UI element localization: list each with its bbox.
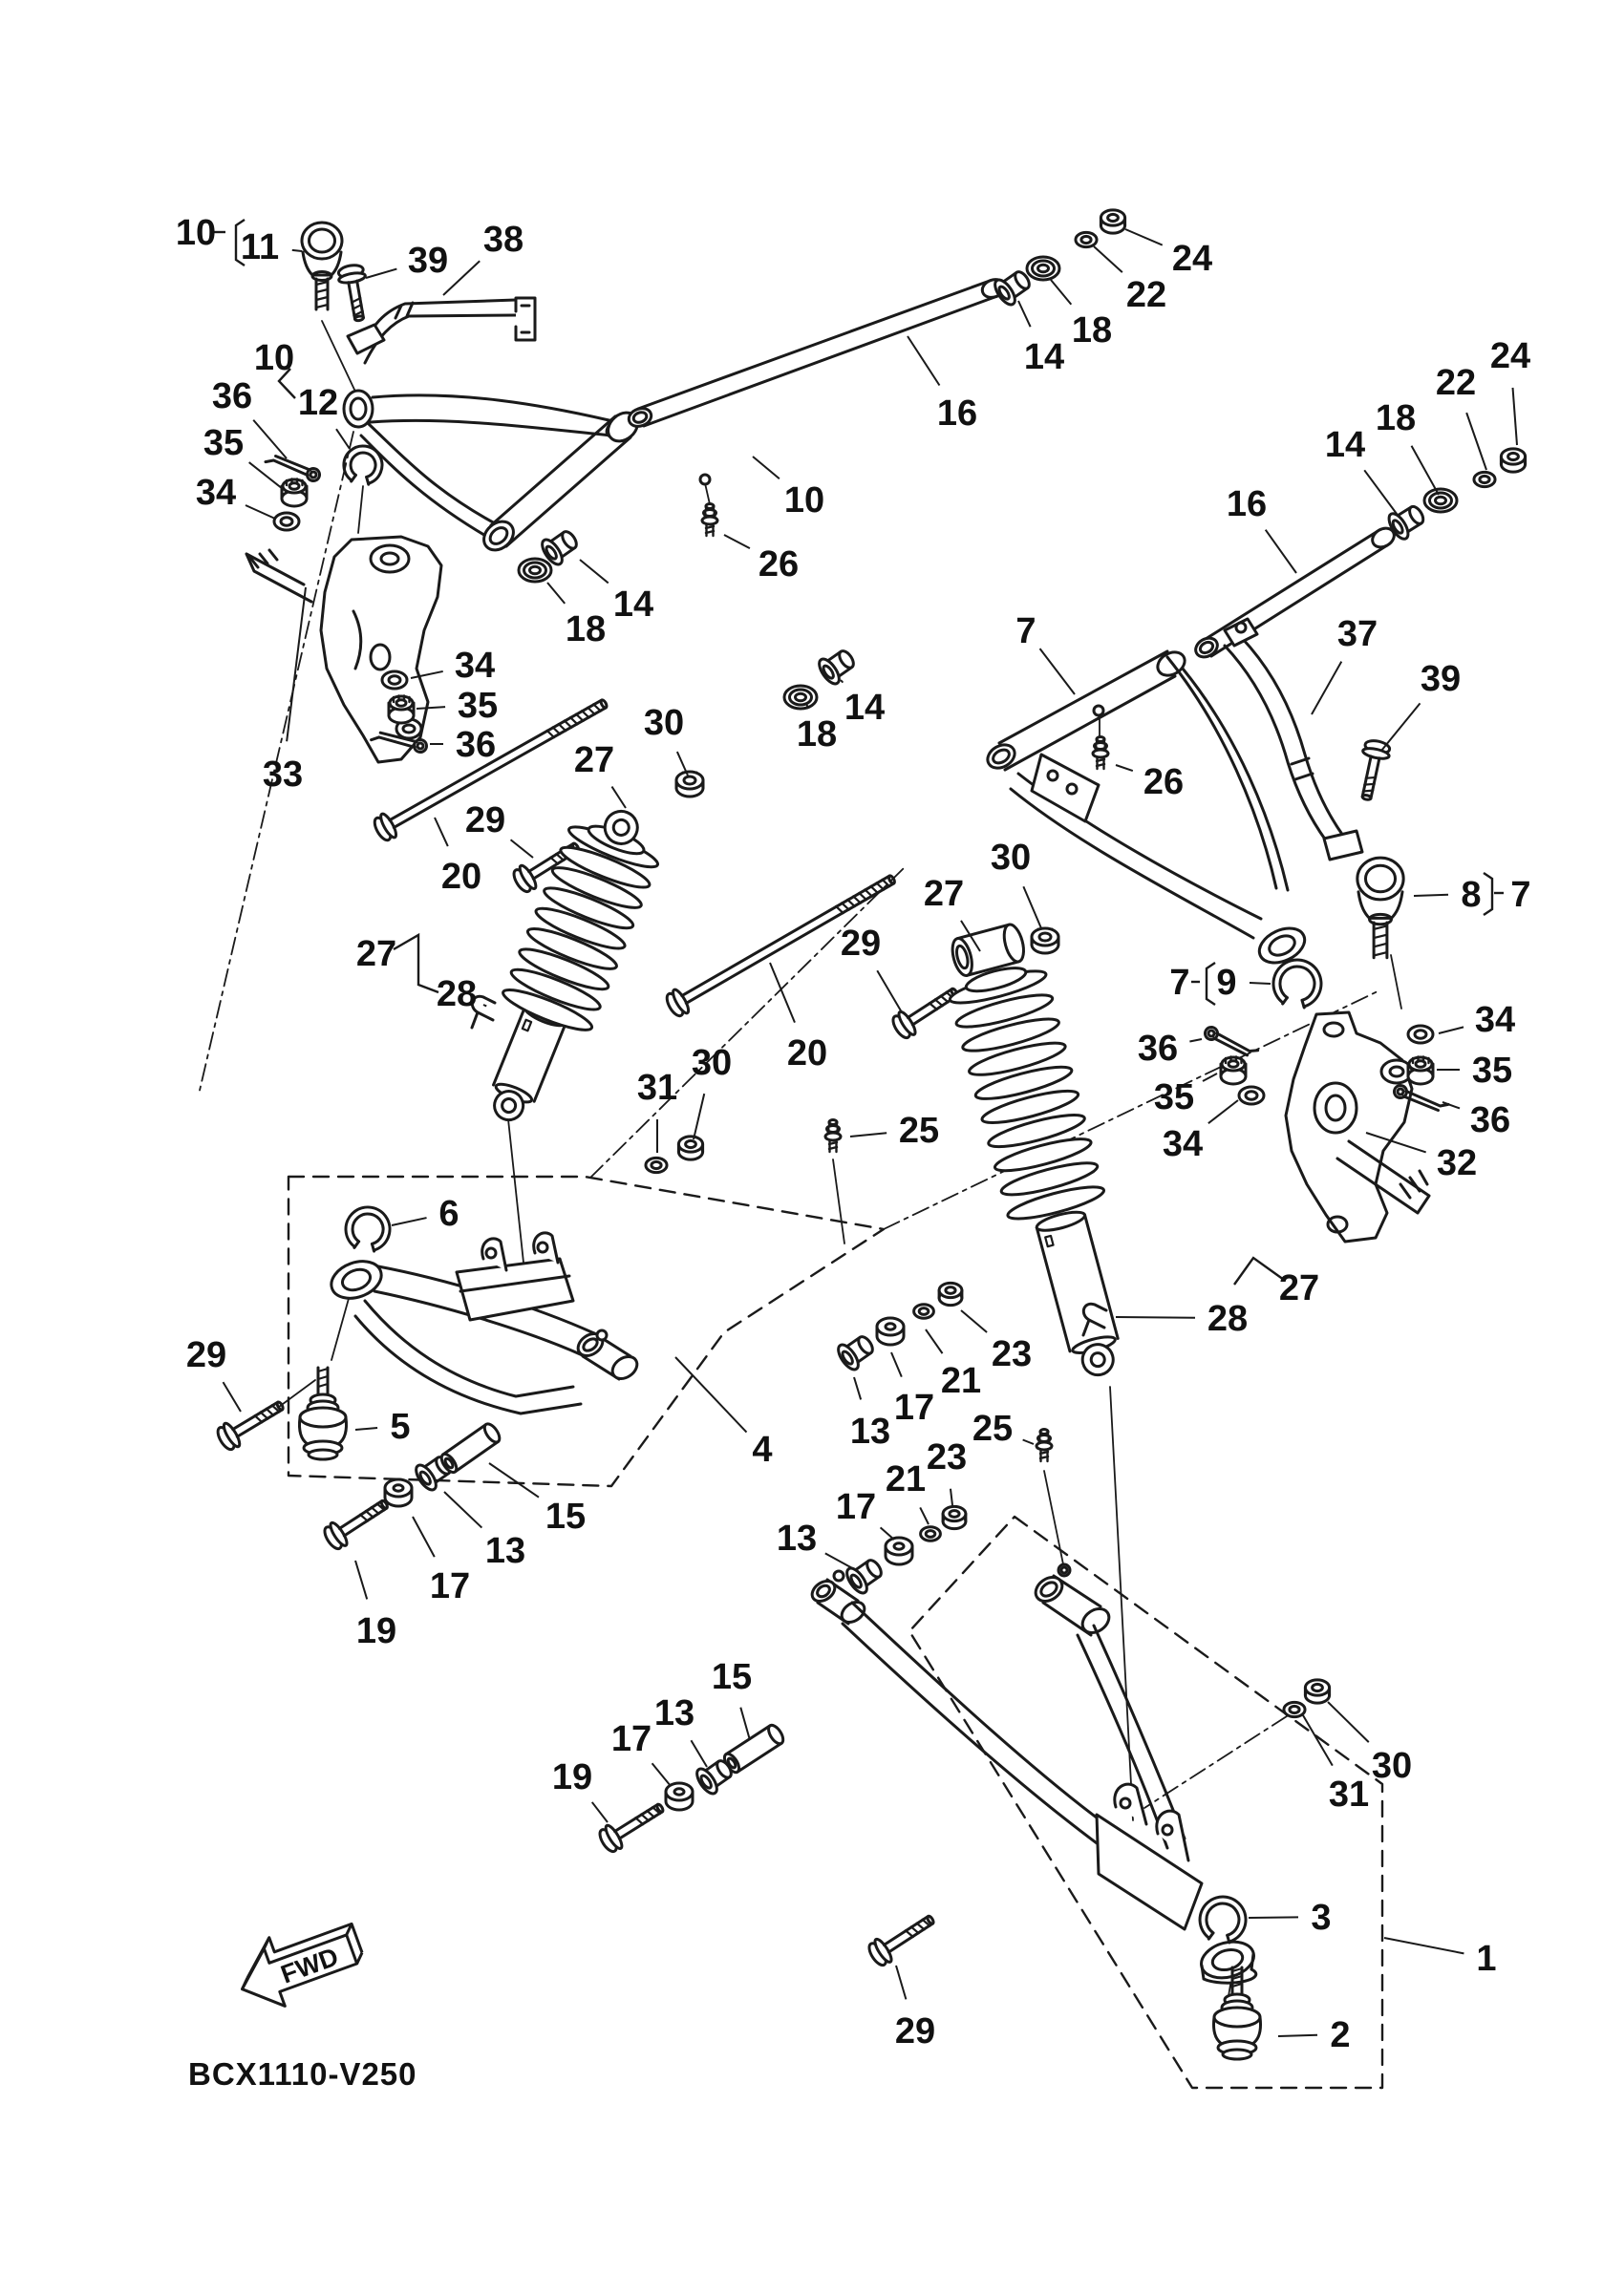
flange-nut <box>943 1506 966 1528</box>
part-callout-16: 16 <box>1226 484 1268 524</box>
diagram-code: BCX1110-V250 <box>188 2056 417 2092</box>
part-callout-36: 36 <box>1137 1029 1179 1069</box>
callout-leader-14 <box>1364 470 1400 518</box>
part-callout-18: 18 <box>796 714 838 755</box>
callout-leader-4 <box>675 1357 746 1433</box>
part-callout-16: 16 <box>936 393 978 434</box>
grease-fitting <box>702 504 717 537</box>
callout-leader-39 <box>366 269 396 278</box>
ball-joint <box>302 223 342 309</box>
callout-leader-19 <box>592 1802 608 1822</box>
callout-leader-1 <box>1384 1938 1464 1953</box>
part-callout-34: 34 <box>1474 1000 1516 1040</box>
callout-leader-9 <box>1250 983 1271 984</box>
washer <box>382 671 407 689</box>
callout-leader-17 <box>891 1352 902 1377</box>
part-callout-14: 14 <box>612 585 654 625</box>
part-callout-30: 30 <box>1371 1746 1413 1786</box>
thick-washer <box>886 1538 912 1564</box>
callout-leader-20 <box>770 963 795 1023</box>
flange-nut <box>1501 449 1525 472</box>
callout-leader-28 <box>483 1005 486 1006</box>
part-callout-17: 17 <box>429 1566 471 1606</box>
part-callout-31: 31 <box>1328 1775 1370 1815</box>
part-callout-14: 14 <box>1023 337 1065 377</box>
part-callout-28: 28 <box>1207 1299 1249 1339</box>
callout-leader-14 <box>580 560 609 583</box>
spring-clip-right <box>1083 1304 1106 1335</box>
part-callout-34: 34 <box>454 646 496 686</box>
callout-leader-5 <box>355 1428 377 1430</box>
part-callout-22: 22 <box>1435 363 1477 403</box>
seal-washer <box>784 686 817 709</box>
part-callout-13: 13 <box>849 1412 891 1452</box>
callout-leader-22 <box>1094 246 1122 272</box>
callout-leader-19 <box>355 1561 367 1599</box>
callout-leader-30 <box>1328 1702 1369 1742</box>
part-callout-8: 8 <box>1461 875 1482 915</box>
part-callout-9: 9 <box>1216 963 1237 1003</box>
callout-leader-24 <box>1125 229 1163 245</box>
seal-washer <box>519 559 551 582</box>
callout-leader-25 <box>850 1133 887 1137</box>
part-callout-24: 24 <box>1489 336 1531 376</box>
callout-leader-7 <box>1040 648 1075 694</box>
callout-leader-39 <box>1381 703 1421 751</box>
part-callout-15: 15 <box>711 1657 753 1697</box>
callout-leader-18 <box>1051 280 1071 305</box>
grease-fitting <box>1093 737 1108 770</box>
part-callout-6: 6 <box>438 1194 459 1234</box>
part-callout-13: 13 <box>776 1519 818 1559</box>
callout-leader-2 <box>1278 2035 1317 2036</box>
washer <box>921 1527 941 1541</box>
seal-washer <box>1424 489 1457 512</box>
part-callout-3: 3 <box>1311 1898 1332 1938</box>
callout-leader-15 <box>489 1463 539 1498</box>
part-callout-27: 27 <box>355 934 397 974</box>
snap-ring <box>1273 960 1321 1008</box>
part-callout-13: 13 <box>653 1693 695 1733</box>
callout-leader-23 <box>951 1489 952 1505</box>
bushing <box>835 1330 878 1372</box>
part-callout-34: 34 <box>1162 1124 1204 1164</box>
thick-washer <box>877 1318 904 1345</box>
part-callout-10: 10 <box>175 213 217 253</box>
part-callout-30: 30 <box>643 703 685 743</box>
callout-leader-25 <box>1023 1440 1034 1444</box>
part-callout-26: 26 <box>1143 762 1185 802</box>
flange-nut <box>676 772 703 797</box>
part-callout-27: 27 <box>1278 1268 1320 1308</box>
washer <box>914 1305 934 1318</box>
part-callout-29: 29 <box>840 924 882 964</box>
callout-leader-36 <box>1189 1039 1202 1041</box>
bushing <box>816 645 859 687</box>
part-callout-39: 39 <box>1420 659 1462 699</box>
callout-leader-29 <box>896 1966 906 1999</box>
part-callout-25: 25 <box>898 1111 940 1151</box>
part-callout-7: 7 <box>1015 611 1036 651</box>
callout-leader-37 <box>1312 662 1341 714</box>
callout-leader-34 <box>1208 1100 1238 1123</box>
callout-leader-3 <box>1249 1917 1298 1918</box>
part-callout-21: 21 <box>885 1459 927 1499</box>
part-callout-20: 20 <box>440 857 482 897</box>
callout-leader-13 <box>854 1377 861 1399</box>
part-callout-22: 22 <box>1125 275 1167 315</box>
callout-leader-26 <box>724 535 750 548</box>
flange-bolt <box>596 1796 669 1855</box>
steering-knuckle-left <box>246 537 441 762</box>
castle-nut <box>389 696 414 724</box>
part-callout-31: 31 <box>636 1068 678 1108</box>
callout-bracket-5 <box>1484 873 1492 915</box>
connector-lines <box>279 321 1401 2002</box>
part-callout-36: 36 <box>1469 1100 1511 1140</box>
callout-leader-23 <box>961 1310 987 1332</box>
flange-nut <box>939 1283 962 1305</box>
callout-leader-10 <box>753 457 780 478</box>
upper-arm-left <box>344 391 710 556</box>
ball-joint <box>1357 858 1403 958</box>
washer <box>1474 472 1495 486</box>
part-callout-23: 23 <box>991 1334 1033 1374</box>
part-callout-35: 35 <box>203 423 245 463</box>
part-callout-18: 18 <box>1071 310 1113 351</box>
callout-leader-21 <box>926 1329 943 1353</box>
callout-leader-30 <box>1023 886 1041 928</box>
part-callout-17: 17 <box>835 1487 877 1527</box>
ball-joint <box>299 1368 346 1459</box>
flange-bolt <box>321 1492 394 1552</box>
part-callout-27: 27 <box>923 874 965 914</box>
callout-leader-17 <box>652 1763 671 1786</box>
callout-bracket-4 <box>1207 963 1215 1005</box>
callout-leader-6 <box>392 1218 427 1225</box>
flange-bolt <box>1353 738 1391 802</box>
callout-leader-31 <box>1303 1715 1333 1766</box>
part-callout-27: 27 <box>573 740 615 780</box>
diagram-artwork <box>199 276 1429 2088</box>
callout-leader-18 <box>1412 446 1439 495</box>
callout-leader-28 <box>1116 1317 1195 1318</box>
part-callout-23: 23 <box>926 1437 968 1478</box>
callout-leader-14 <box>841 680 843 683</box>
snap-ring <box>346 1207 390 1251</box>
callout-leader-34 <box>246 505 275 519</box>
callout-leader-35 <box>249 462 283 489</box>
flange-bolt <box>214 1393 288 1453</box>
steering-stop-bracket <box>348 298 535 363</box>
callout-leader-29 <box>223 1382 241 1412</box>
part-callout-7: 7 <box>1510 875 1531 915</box>
part-callout-38: 38 <box>482 220 524 260</box>
part-callout-35: 35 <box>457 686 499 726</box>
callout-leader-36 <box>253 420 287 458</box>
callout-leader-17 <box>881 1527 894 1540</box>
part-callout-14: 14 <box>844 688 886 728</box>
part-callout-1: 1 <box>1476 1939 1497 1979</box>
part-callout-17: 17 <box>610 1719 652 1759</box>
callout-bracket-7 <box>394 935 438 992</box>
part-callout-19: 19 <box>551 1757 593 1797</box>
part-callout-10: 10 <box>783 480 825 521</box>
part-callout-28: 28 <box>436 974 478 1014</box>
callout-leader-27 <box>611 787 626 808</box>
part-callout-30: 30 <box>691 1043 733 1083</box>
lower-arm-right <box>808 1564 1258 1984</box>
flange-bolt <box>865 1907 939 1968</box>
callout-leader-29 <box>511 840 533 858</box>
part-callout-39: 39 <box>407 241 449 281</box>
part-callout-33: 33 <box>262 755 304 795</box>
callout-leader-22 <box>1466 413 1486 470</box>
callout-leader-13 <box>825 1553 856 1570</box>
part-callout-20: 20 <box>786 1033 828 1074</box>
castle-nut <box>1221 1057 1246 1085</box>
flange-bolt <box>336 264 373 323</box>
callout-leader-11 <box>292 250 302 251</box>
part-callout-32: 32 <box>1436 1143 1478 1183</box>
callout-leader-18 <box>547 583 565 604</box>
fwd-arrow <box>229 1909 371 2017</box>
flange-nut <box>1305 1680 1329 1703</box>
callout-leader-13 <box>444 1492 481 1528</box>
callout-leader-8 <box>1414 895 1448 896</box>
part-callout-26: 26 <box>758 544 800 585</box>
callout-leader-12 <box>336 429 350 449</box>
flange-nut <box>678 1137 702 1159</box>
part-callout-11: 11 <box>240 227 280 267</box>
part-callout-25: 25 <box>972 1409 1014 1449</box>
part-callout-35: 35 <box>1471 1051 1513 1091</box>
part-callout-21: 21 <box>940 1361 982 1401</box>
flange-nut <box>1100 210 1124 233</box>
part-callout-29: 29 <box>894 2011 936 2052</box>
part-callout-36: 36 <box>455 725 497 765</box>
callout-leader-13 <box>691 1740 707 1767</box>
washer <box>1284 1702 1305 1716</box>
grease-fitting <box>825 1120 841 1153</box>
callout-leader-14 <box>1018 301 1031 327</box>
flange-nut <box>1032 928 1058 953</box>
washer <box>646 1158 667 1172</box>
callout-leader-16 <box>908 336 939 385</box>
part-callout-17: 17 <box>893 1388 935 1428</box>
washer <box>1076 232 1097 246</box>
part-callout-34: 34 <box>195 473 237 513</box>
washer <box>274 513 299 530</box>
washer <box>1408 1026 1433 1043</box>
part-callout-13: 13 <box>484 1531 526 1571</box>
dashed-box-lower-right-arm <box>909 1517 1382 2088</box>
part-callout-30: 30 <box>990 838 1032 878</box>
callout-leader-17 <box>413 1517 435 1557</box>
part-callout-2: 2 <box>1330 2015 1351 2055</box>
part-callout-10: 10 <box>253 338 295 378</box>
dashed-box-lower-left-arm <box>288 1177 884 1486</box>
grease-fitting <box>1036 1430 1052 1462</box>
lower-arm-left <box>326 1233 641 1414</box>
seal-washer <box>1027 257 1059 280</box>
callout-bracket-8 <box>1234 1258 1284 1285</box>
callout-leader-38 <box>443 261 480 295</box>
part-callout-7: 7 <box>1169 963 1190 1003</box>
part-callout-36: 36 <box>211 376 253 416</box>
callout-leader-15 <box>740 1708 750 1740</box>
fwd-label: FWD <box>277 1942 343 1989</box>
callout-leader-26 <box>1116 765 1133 771</box>
castle-nut <box>1408 1057 1433 1085</box>
washer <box>1239 1087 1264 1104</box>
part-callout-18: 18 <box>565 609 607 649</box>
brake-hose-guard <box>1225 619 1362 860</box>
part-callout-24: 24 <box>1171 239 1213 279</box>
part-callout-37: 37 <box>1336 614 1378 654</box>
callout-leader-30 <box>694 1094 704 1139</box>
part-callout-35: 35 <box>1153 1077 1195 1117</box>
callout-leader-34 <box>1439 1027 1464 1033</box>
bushing <box>844 1554 887 1596</box>
callout-leader-29 <box>877 970 902 1012</box>
callout-leader-20 <box>435 818 448 846</box>
part-callout-4: 4 <box>752 1430 773 1470</box>
thick-washer <box>385 1479 412 1506</box>
snap-ring <box>1200 1897 1246 1943</box>
part-callout-15: 15 <box>545 1497 587 1537</box>
part-callout-19: 19 <box>355 1611 397 1651</box>
callout-leader-21 <box>920 1507 929 1524</box>
part-callout-14: 14 <box>1324 425 1366 465</box>
thick-washer <box>666 1783 693 1810</box>
part-callout-12: 12 <box>297 383 339 423</box>
part-callout-29: 29 <box>464 800 506 840</box>
part-callout-18: 18 <box>1375 398 1417 438</box>
steering-knuckle-right <box>1286 1012 1429 1242</box>
callout-leader-24 <box>1513 388 1517 445</box>
part-callout-5: 5 <box>390 1407 411 1447</box>
snap-ring <box>344 446 382 484</box>
callout-leader-16 <box>1266 530 1296 573</box>
castle-nut <box>282 479 307 507</box>
part-callout-29: 29 <box>185 1335 227 1375</box>
collar <box>721 1723 785 1775</box>
callout-leader-33 <box>287 587 306 741</box>
